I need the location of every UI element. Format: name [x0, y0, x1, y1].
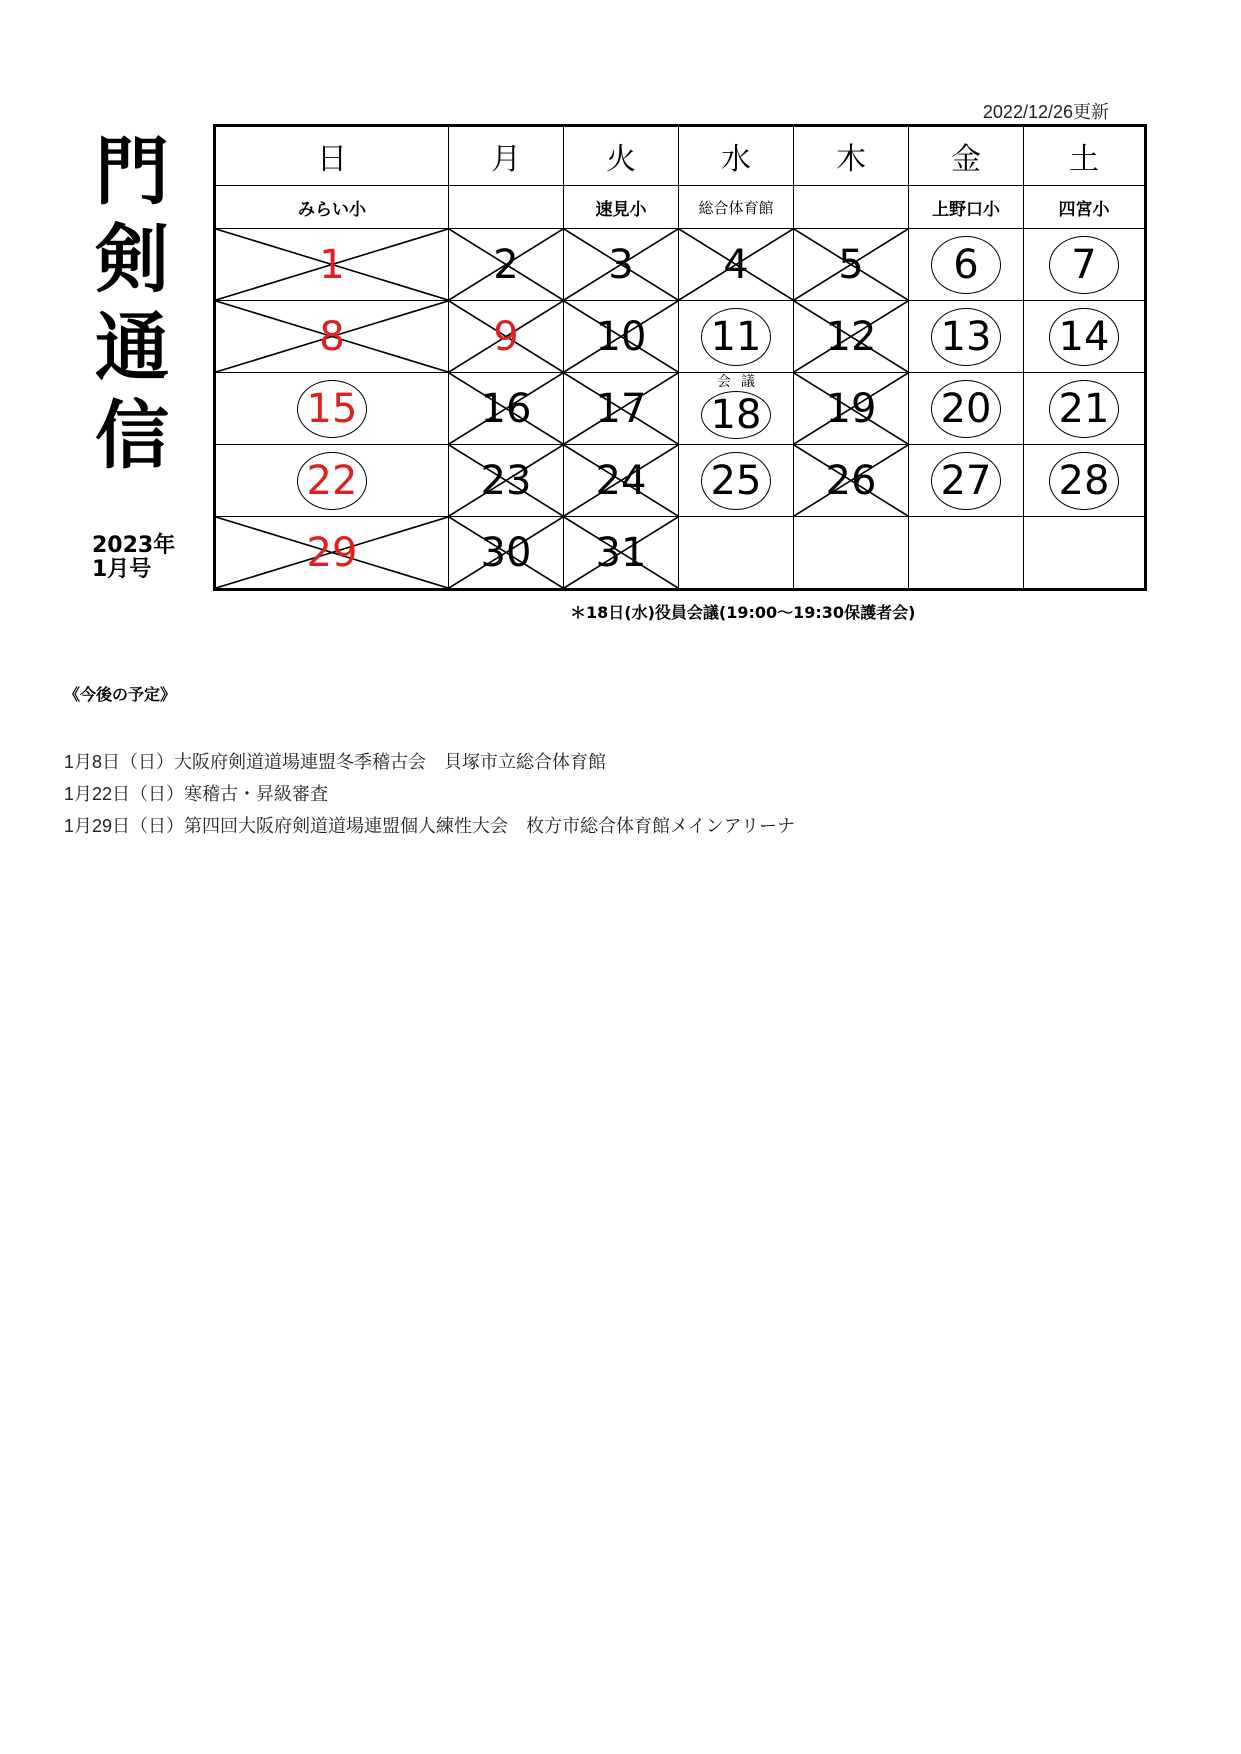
title-char: 門	[95, 129, 169, 215]
day-cell	[564, 517, 679, 590]
day-cell	[1024, 373, 1146, 445]
day-number: 3	[608, 241, 634, 288]
day-number: 5	[838, 241, 864, 288]
practice-day-number: 21	[1049, 380, 1119, 438]
schedule-heading: 《今後の予定》	[64, 685, 177, 704]
practice-day-number: 15	[297, 380, 367, 438]
day-number: 19	[825, 385, 877, 432]
venue-row	[215, 186, 1146, 229]
day-number: 31	[595, 529, 647, 576]
day-number: 9	[493, 313, 519, 360]
day-cell	[794, 445, 909, 517]
day-cell	[564, 301, 679, 373]
day-cell	[215, 445, 449, 517]
practice-day-number: 7	[1049, 236, 1119, 294]
day-number: 26	[825, 457, 877, 504]
day-cell	[794, 229, 909, 301]
weekday-header: 木	[794, 126, 909, 186]
day-cell	[679, 301, 794, 373]
event-item: 1月8日（日）大阪府剣道道場連盟冬季稽古会 貝塚市立総合体育館	[64, 752, 607, 772]
day-number: 12	[825, 313, 877, 360]
day-number: 1	[319, 241, 345, 288]
day-number: 2	[493, 241, 519, 288]
day-number: 29	[306, 529, 358, 576]
weekday-header: 水	[679, 126, 794, 186]
practice-day-number: 27	[931, 452, 1001, 510]
day-cell	[1024, 517, 1146, 590]
day-cell	[794, 373, 909, 445]
day-cell	[794, 517, 909, 590]
day-cell	[449, 229, 564, 301]
day-cell	[215, 373, 449, 445]
meeting-tag: 会議	[717, 374, 765, 390]
day-cell	[1024, 445, 1146, 517]
venue-cell	[449, 186, 564, 229]
day-cell	[215, 301, 449, 373]
weekday-header: 月	[449, 126, 564, 186]
day-number: 30	[480, 529, 532, 576]
day-cell	[679, 517, 794, 590]
week-row	[215, 229, 1146, 301]
practice-day-number: 20	[931, 380, 1001, 438]
issue-year: 2023年	[92, 533, 176, 558]
weekday-header: 土	[1024, 126, 1146, 186]
day-cell	[679, 229, 794, 301]
day-cell	[449, 445, 564, 517]
day-cell	[215, 517, 449, 590]
weekday-header: 金	[909, 126, 1024, 186]
event-list	[64, 746, 795, 842]
day-cell	[449, 373, 564, 445]
day-cell	[1024, 301, 1146, 373]
day-cell	[909, 517, 1024, 590]
day-cell	[909, 301, 1024, 373]
day-number: 24	[595, 457, 647, 504]
event-item: 1月22日（日）寒稽古・昇級審査	[64, 784, 329, 804]
day-number: 17	[595, 385, 647, 432]
day-cell	[449, 517, 564, 590]
week-row	[215, 301, 1146, 373]
meeting-footnote: ＊18日(水)役員会議(19:00〜19:30保護者会)	[570, 603, 916, 622]
issue-label	[92, 534, 175, 582]
day-cell	[564, 445, 679, 517]
event-item: 1月29日（日）第四回大阪府剣道道場連盟個人練性大会 枚方市総合体育館メインアリーナ	[64, 816, 795, 836]
week-row	[215, 517, 1146, 590]
day-cell	[679, 445, 794, 517]
practice-day-number: 14	[1049, 308, 1119, 366]
practice-day-number: 25	[701, 452, 771, 510]
day-cell	[1024, 229, 1146, 301]
practice-day-number: 11	[701, 308, 771, 366]
title-char: 剣	[95, 217, 169, 303]
week-row	[215, 445, 1146, 517]
day-cell	[909, 373, 1024, 445]
issue-month: 1月号	[92, 557, 152, 582]
day-number: 10	[595, 313, 647, 360]
day-cell	[564, 229, 679, 301]
weekday-header: 火	[564, 126, 679, 186]
practice-day-number: 28	[1049, 452, 1119, 510]
practice-day-number: 13	[931, 308, 1001, 366]
day-number: 4	[723, 241, 749, 288]
venue-cell	[794, 186, 909, 229]
weekday-row	[215, 126, 1146, 186]
day-cell	[909, 445, 1024, 517]
weekday-header: 日	[215, 126, 449, 186]
day-cell	[909, 229, 1024, 301]
practice-day-number: 18	[701, 391, 771, 439]
practice-day-number: 6	[931, 236, 1001, 294]
practice-calendar	[213, 124, 1147, 591]
venue-cell: 速見小	[564, 186, 679, 229]
title-char: 信	[95, 393, 169, 479]
practice-day-number: 22	[297, 452, 367, 510]
venue-cell: 上野口小	[909, 186, 1024, 229]
newsletter-title	[80, 128, 184, 480]
day-number: 23	[480, 457, 532, 504]
day-cell	[679, 373, 794, 445]
update-date: 2022/12/26更新	[982, 102, 1109, 122]
venue-cell: 四宮小	[1024, 186, 1146, 229]
day-cell	[449, 301, 564, 373]
day-number: 8	[319, 313, 345, 360]
week-row	[215, 373, 1146, 445]
day-number: 16	[480, 385, 532, 432]
title-char: 通	[95, 305, 169, 391]
venue-cell: みらい小	[215, 186, 449, 229]
venue-cell: 総合体育館	[679, 186, 794, 229]
day-cell	[794, 301, 909, 373]
day-cell	[564, 373, 679, 445]
day-cell	[215, 229, 449, 301]
